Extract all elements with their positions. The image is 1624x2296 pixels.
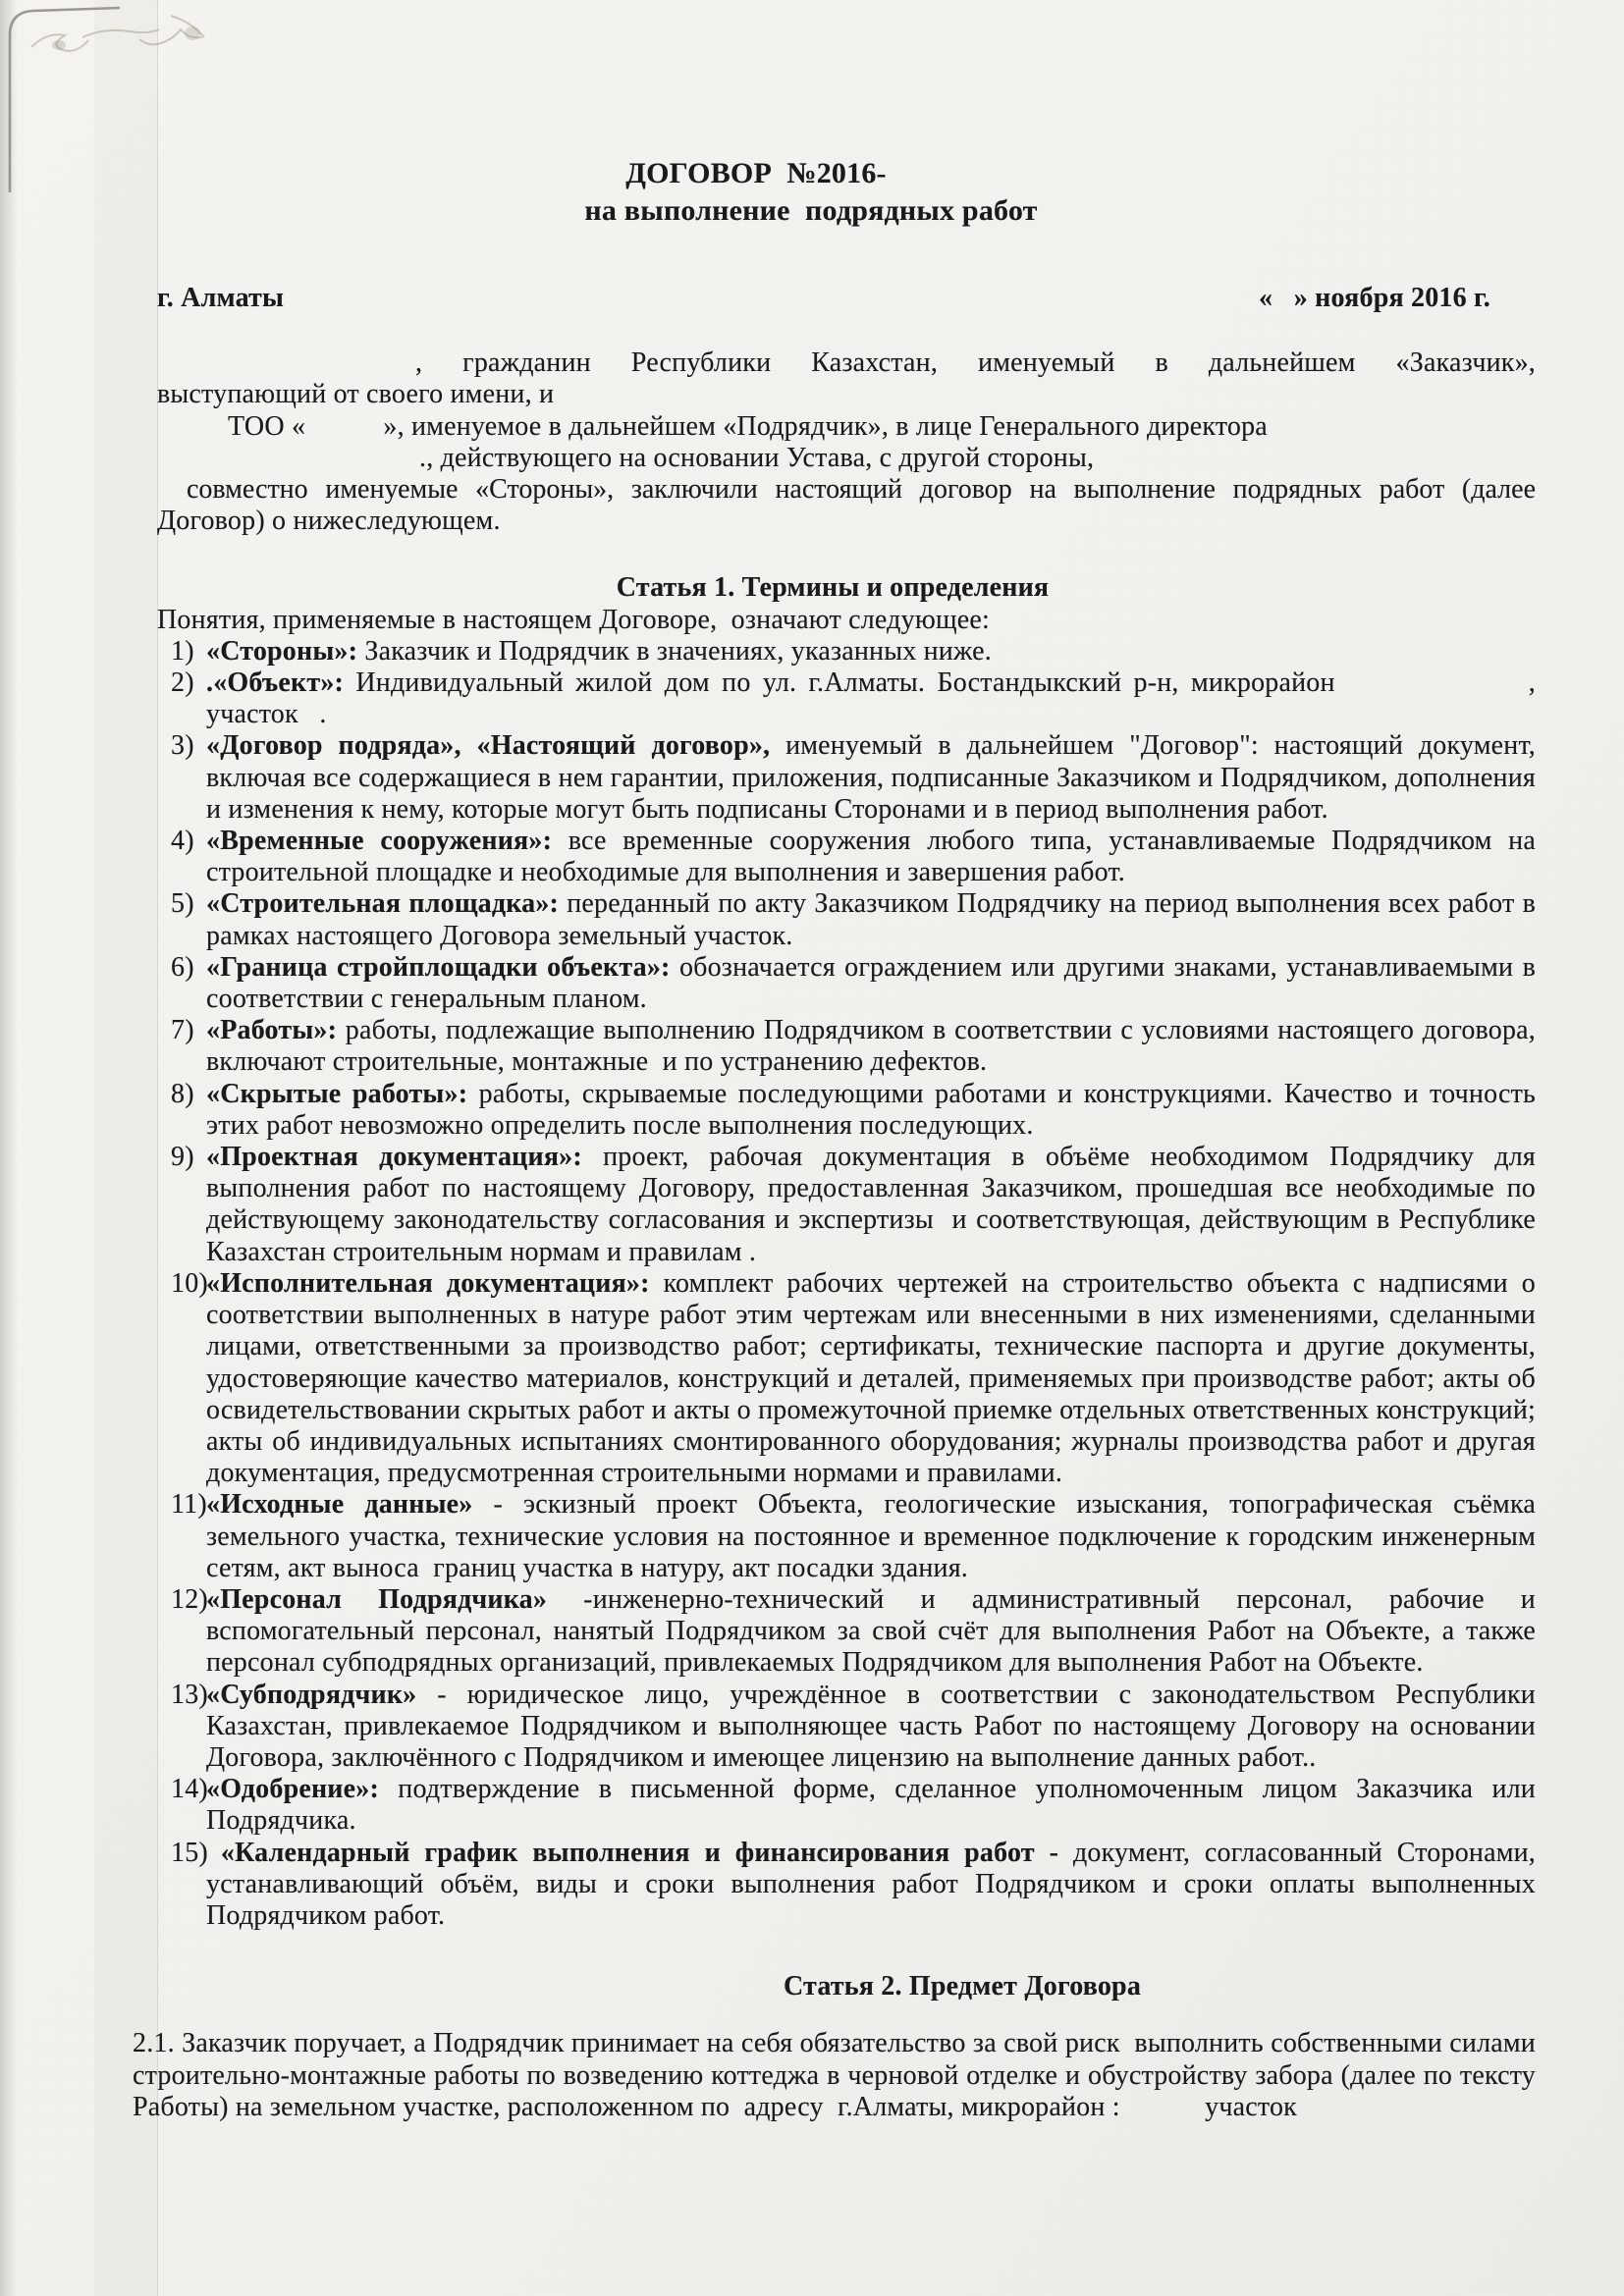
term-item-4 bbox=[157, 826, 1536, 888]
definitions-list bbox=[157, 636, 1536, 1932]
item-term: .«Объект»: bbox=[206, 667, 345, 699]
item-text: - эскизный проект Объекта, геологические изыскания, топографическая съёмка земельного участка, технические условия на постоянное и временное подключение к городским инженерным сетям, акт выноса границ участка в натуру, акт посадки здания. bbox=[206, 1489, 1536, 1583]
item-term: «Исходные данные» bbox=[206, 1489, 473, 1521]
term-item-1 bbox=[157, 636, 1536, 667]
preamble-line: совместно именуемые «Стороны», заключили настоящий договор на выполнение подрядных работ (далее bbox=[187, 474, 1536, 506]
item-term: «Строительная площадка»: bbox=[206, 888, 560, 920]
term-item-7 bbox=[157, 1015, 1536, 1078]
item-number: 8) bbox=[171, 1078, 194, 1109]
item-number: 3) bbox=[171, 730, 194, 762]
article1-heading: Статья 1. Термины и определения bbox=[616, 572, 1050, 604]
item-number: 9) bbox=[171, 1142, 194, 1173]
item-text: работы, подлежащие выполнению Подрядчиком в соответствии с условиями настоящего договора, включают строительные, монтажные и по устранению дефектов. bbox=[206, 1015, 1536, 1078]
preamble-line: ., действующего на основании Устава, с другой стороны, bbox=[419, 442, 1095, 473]
item-text: проект, рабочая документация в объёме необходимом Подрядчику для выполнения работ по настоящему Договору, предоставленная Заказчиком, прошедшая все необходимые по действующему законодательству согласования и экспертизы и соответствующая, действующим в Республике Казахстан строительным нормам и правилам . bbox=[206, 1142, 1537, 1267]
preamble bbox=[157, 347, 1536, 537]
item-text: - юридическое лицо, учреждённое в соответствии с законодательством Республики Казахстан, привлекаемое Подрядчиком и выполняющее часть Работ по настоящему Договору на основании Договора, заключённого с Подрядчиком и имеющее лицензию на выполнение данных работ.. bbox=[206, 1679, 1536, 1773]
article1-lead: Понятия, применяемые в настоящем Договоре, означают следующее: bbox=[157, 604, 990, 635]
title-line-1: ДОГОВОР №2016- bbox=[625, 157, 887, 189]
preamble-line: ТОО « », именуемое в дальнейшем «Подрядчик», в лице Генерального директора bbox=[228, 410, 1268, 442]
term-item-2 bbox=[157, 667, 1536, 730]
item-text: подтверждение в письменной форме, сделанное уполномоченным лицом Заказчика или Подрядчика. bbox=[206, 1774, 1536, 1837]
term-item-6 bbox=[157, 952, 1536, 1015]
item-term: «Исполнительная документация»: bbox=[206, 1267, 650, 1299]
item-text: Индивидуальный жилой дом по ул. г.Алматы. Бостандыкский р-н, микрорайон , участок . bbox=[206, 667, 1536, 730]
term-item-12 bbox=[157, 1584, 1536, 1680]
item-text: обозначается ограждением или другими знаками, устанавливаемыми в соответствии с генеральным планом. bbox=[206, 951, 1536, 1015]
item-number: 15) bbox=[171, 1837, 208, 1868]
item-term: «Календарный график выполнения и финансирования работ - bbox=[206, 1837, 1059, 1868]
term-item-15 bbox=[157, 1838, 1536, 1933]
city-date-row bbox=[157, 283, 1536, 314]
item-number: 14) bbox=[171, 1774, 208, 1805]
item-term: «Работы»: bbox=[206, 1015, 338, 1046]
item-term: «Договор подряда», «Настоящий договор», bbox=[206, 730, 771, 762]
term-item-10 bbox=[157, 1268, 1536, 1489]
item-text: Заказчик и Подрядчик в значениях, указанных ниже. bbox=[357, 635, 992, 667]
term-item-13 bbox=[157, 1680, 1536, 1775]
item-text: комплект рабочих чертежей на строительство объекта с надписями о соответствии выполненных в натуре работ этим чертежам или внесенными в них изменениями, сделанными лицами, ответственными за производство работ; сертификаты, технические паспорта и другие документы, удостоверяющие качество материалов, конструкций и деталей, применяемых при производстве работ; акты об освидетельствовании скрытых работ и акты о промежуточной приемке отдельных ответственных конструкций; акты об индивидуальных испытаниях смонтированного оборудования; журналы производства работ и другая документация, предусмотренная строительными нормами и правилами. bbox=[206, 1267, 1537, 1489]
item-number: 4) bbox=[171, 826, 194, 857]
item-term: «Временные сооружения»: bbox=[206, 826, 553, 857]
item-number: 5) bbox=[171, 888, 194, 920]
item-number: 11) bbox=[171, 1489, 207, 1521]
preamble-line: Договор) о нижеследующем. bbox=[157, 506, 501, 537]
item-text: все временные сооружения любого типа, устанавливаемые Подрядчиком на строительной площадке и необходимые для выполнения и завершения работ. bbox=[206, 826, 1536, 888]
term-item-11 bbox=[157, 1489, 1536, 1584]
title-line-2: на выполнение подрядных работ bbox=[584, 194, 1038, 227]
term-item-3 bbox=[157, 730, 1536, 826]
item-number: 2) bbox=[171, 667, 194, 699]
term-item-8 bbox=[157, 1079, 1536, 1142]
item-text: именуемый в дальнейшем "Договор": настоящий документ, включая все содержащиеся в нем гарантии, приложения, подписанные Заказчиком и Подрядчиком, дополнения и изменения к нему, которые могут быть подписаны Сторонами и в период выполнения работ. bbox=[206, 730, 1536, 825]
term-item-5 bbox=[157, 888, 1536, 951]
item-number: 13) bbox=[171, 1679, 208, 1710]
item-term: «Одобрение»: bbox=[206, 1774, 379, 1805]
term-item-14 bbox=[157, 1774, 1536, 1837]
item-term: «Проектная документация»: bbox=[206, 1142, 582, 1173]
item-text: работы, скрываемые последующими работами и конструкциями. Качество и точность этих работ невозможно определить после выполнения последующих. bbox=[206, 1078, 1536, 1141]
item-term: «Граница стройплощадки объекта»: bbox=[206, 951, 671, 983]
term-item-9 bbox=[157, 1142, 1536, 1268]
item-term: «Субподрядчик» bbox=[206, 1679, 417, 1710]
article2-paragraph: 2.1. Заказчик поручает, а Подрядчик принимает на себя обязательство за свой риск выполнить собственными силами строительно-монтажные работы по возведению коттеджа в черновой отделке и обустройству забора (далее по тексту Работы) на земельном участке, расположенном по адресу г.Алматы, микрорайон : участок bbox=[133, 2028, 1536, 2122]
item-term: «Стороны»: bbox=[206, 635, 358, 667]
preamble-line: выступающий от своего имени, и bbox=[157, 379, 555, 410]
item-number: 6) bbox=[171, 951, 194, 983]
item-text: -инженерно-технический и административный персонал, рабочие и вспомогательный персонал, нанятый Подрядчиком за свой счёт для выполнения Работ на Объекте, а также персонал субподрядных организаций, привлекаемых Подрядчиком для выполнения Работ на Объекте. bbox=[206, 1583, 1536, 1679]
item-number: 1) bbox=[171, 635, 194, 667]
item-term: «Скрытые работы»: bbox=[206, 1078, 468, 1109]
document-title bbox=[122, 155, 1500, 230]
pencil-scribble bbox=[24, 4, 249, 63]
item-term: «Персонал Подрядчика» bbox=[206, 1583, 548, 1615]
item-text: переданный по акту Заказчиком Подрядчику на период выполнения всех работ в рамках настоящего Договора земельный участок. bbox=[206, 888, 1536, 951]
document-content bbox=[0, 155, 1624, 2123]
city-label: г. Алматы bbox=[157, 283, 285, 313]
item-text: документ, согласованный Сторонами, устанавливающий объём, виды и сроки выполнения работ Подрядчиком и сроки оплаты выполненных Подрядчиком работ. bbox=[206, 1837, 1537, 1931]
preamble-line: , гражданин Республики Казахстан, именуемый в дальнейшем «Заказчик», bbox=[415, 347, 1536, 379]
item-number: 10) bbox=[171, 1267, 208, 1299]
item-number: 7) bbox=[171, 1015, 194, 1046]
article2-heading: Статья 2. Предмет Договора bbox=[783, 1971, 1142, 2002]
date-label: « » ноября 2016 г. bbox=[1258, 283, 1490, 313]
item-number: 12) bbox=[171, 1583, 208, 1615]
